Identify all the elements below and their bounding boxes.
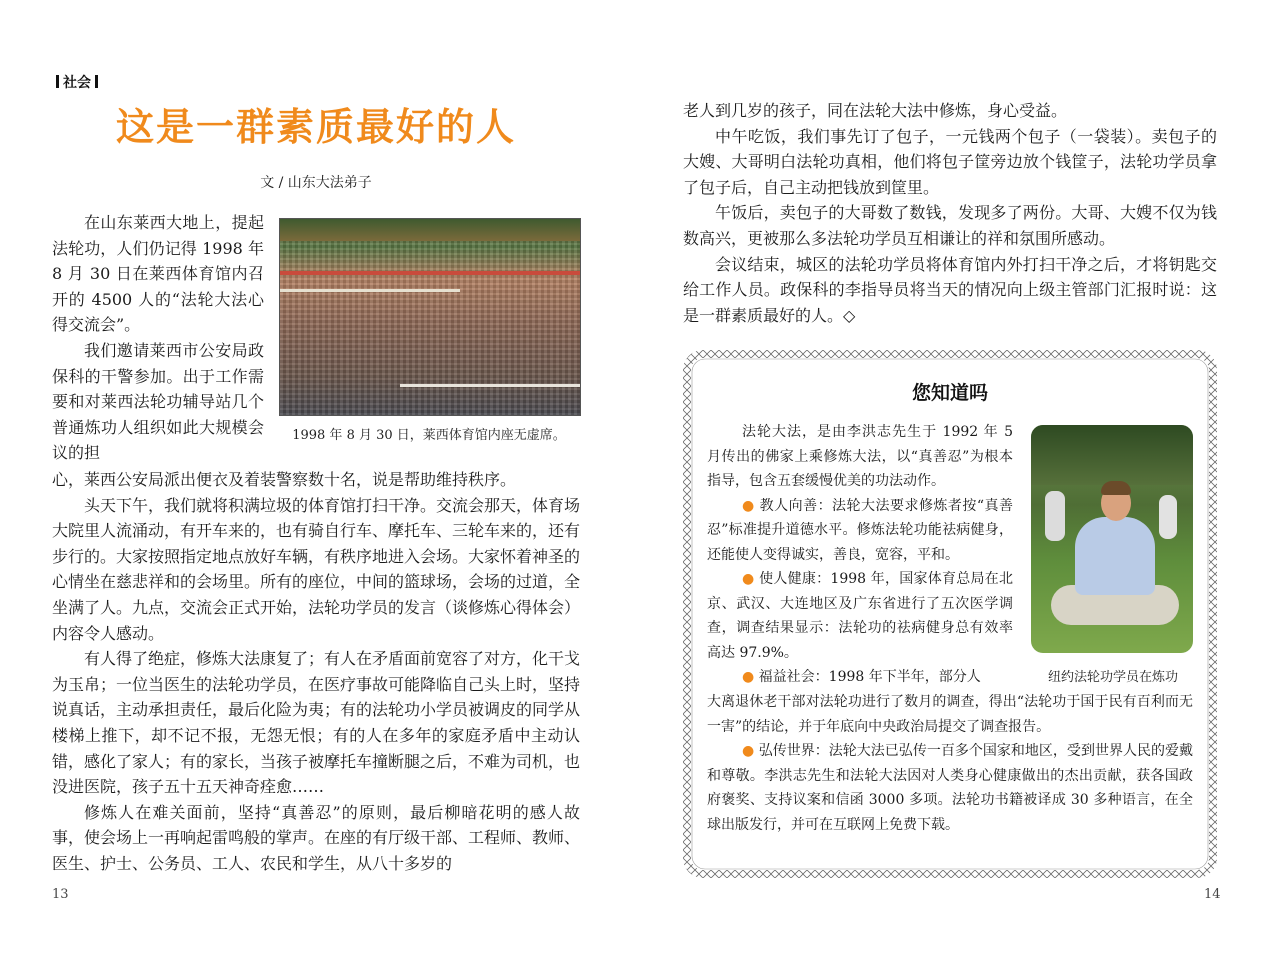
paragraph: 会议结束，城区的法轮功学员将体育馆内外打扫干净之后，才将钥匙交给工作人员。政保科的李指导员将当天的情况向上级主管部门汇报时说：这是一群素质最好的人。◇	[683, 254, 1217, 325]
sidebar-item-text: 教人向善：法轮大法要求修炼者按“真善忍”标准提升道德水平。修炼法轮功能祛病健身，还能使人变得诚实，善良，宽容，平和。	[707, 497, 1014, 563]
section-label: 社会	[63, 75, 91, 91]
paragraph: 在山东莱西大地上，提起法轮功，人们仍记得 1998 年 8 月 30 日在莱西体育馆内召开的 4500 人的“法轮大法心得交流会”。	[52, 213, 264, 335]
paragraph: 修炼人在难关面前，坚持“真善忍”的原则，最后柳暗花明的感人故事，使会场上一再响起雷鸣般的掌声。在座的有厅级干部、工程师、教师、医生、护士、公务员、工人、农民和学生，从八十多岁的	[52, 802, 581, 873]
section-bar-icon	[95, 75, 98, 88]
sidebar-upper-text	[707, 420, 1013, 690]
paragraph: 午饭后，卖包子的大哥数了数钱，发现多了两份。大哥、大嫂不仅为钱数高兴，更被那么多法轮功学员互相谦让的祥和氛围所感动。	[683, 203, 1217, 248]
sidebar-lower-text	[707, 690, 1193, 837]
sidebar-item-continuation: 大离退休老干部对法轮功进行了数月的调查，得出“法轮功于国于民有百利而无一害”的结论，并于年底向中央政治局提交了调查报告。	[707, 694, 1193, 735]
section-tag	[52, 72, 102, 92]
stadium-crowd-photo	[279, 218, 581, 416]
continued-column	[683, 98, 1217, 328]
bullet-icon: ●	[742, 497, 755, 514]
sidebar-item	[707, 567, 1013, 665]
article-title: 这是一群素质最好的人	[115, 105, 516, 149]
bullet-icon: ●	[742, 571, 755, 587]
page-number: 14	[1204, 887, 1221, 902]
page-number: 13	[52, 887, 69, 902]
meditation-photo	[1031, 425, 1193, 653]
right-page	[632, 0, 1265, 978]
sidebar-photo-caption: 纽约法轮功学员在炼功	[1047, 670, 1178, 685]
sidebar-item-text: 弘传世界：法轮大法已弘传一百多个国家和地区，受到世界人民的爱戴和尊敬。李洪志先生和法轮大法因对人类身心健康做出的杰出贡献，获各国政府褒奖、支持议案和信函 3000 多项。法轮功书籍被译成 30 多种语言，在全球出版发行，并可在互联网上免费下载。	[707, 743, 1194, 833]
paragraph: 老人到几岁的孩子，同在法轮大法中修炼，身心受益。	[683, 101, 1068, 120]
paragraph: 我们邀请莱西市公安局政保科的干警参加。出于工作需要和对莱西法轮功辅导站几个普通炼功人组织如此大规模会议的担	[52, 340, 264, 463]
paragraph: 心，莱西公安局派出便衣及着装警察数十名，说是帮助维持秩序。	[52, 470, 517, 489]
bullet-icon: ●	[742, 743, 755, 759]
sidebar-item-text: 福益社会：1998 年下半年，部分人	[758, 669, 981, 685]
intro-column	[52, 210, 264, 466]
sidebar-intro: 法轮大法，是由李洪志先生于 1992 年 5 月传出的佛家上乘修炼大法，以“真善忍”为根本指导，包含五套缓慢优美的功法动作。	[707, 424, 1013, 489]
paragraph: 有人得了绝症，修炼大法康复了；有人在矛盾面前宽容了对方，化干戈为玉帛；一位当医生的法轮功学员，在医疗事故可能降临自己头上时，坚持说真话，主动承担责任，最后化险为夷；有的法轮功小学员被调皮的同学从楼梯上推下，却不记不报，无怨无恨；有的人在多年的家庭矛盾中主动认错，感化了家人；有的家长，当孩子被摩托车撞断腿之后，不难为司机，也没进医院，孩子五十五天神奇痊愈……	[52, 649, 581, 797]
sidebar-item	[707, 494, 1013, 568]
sidebar-item	[707, 665, 1013, 690]
sidebar-item	[707, 739, 1193, 837]
paragraph: 中午吃饭，我们事先订了包子，一元钱两个包子（一袋装）。卖包子的大嫂、大哥明白法轮功真相，他们将包子筐旁边放个钱筐子，法轮功学员拿了包子后，自己主动把钱放到筐里。	[683, 126, 1217, 197]
did-you-know-box	[683, 350, 1217, 878]
section-bar-icon	[56, 75, 59, 88]
main-column	[52, 467, 580, 877]
photo-caption: 1998 年 8 月 30 日，莱西体育馆内座无虚席。	[292, 428, 566, 443]
sidebar-title: 您知道吗	[911, 382, 988, 404]
left-page	[0, 0, 632, 978]
sidebar-item-text: 使人健康：1998 年，国家体育总局在北京、武汉、大连地区及广东省进行了五次医学调查，调查结果显示：法轮功的祛病健身总有效率高达 97.9%。	[707, 571, 1013, 661]
paragraph: 头天下午，我们就将积满垃圾的体育馆打扫干净。交流会那天，体育场大院里人流涌动，有开车来的，也有骑自行车、摩托车、三轮车来的，还有步行的。大家按照指定地点放好车辆，有秩序地进入会场。大家怀着神圣的心情坐在慈悲祥和的会场里。所有的座位，中间的篮球场，会场的过道，全坐满了人。九点，交流会正式开始，法轮功学员的发言（谈修炼心得体会）内容令人感动。	[52, 495, 581, 643]
bullet-icon: ●	[742, 669, 755, 685]
article-author: 文 / 山东大法弟子	[260, 175, 372, 191]
